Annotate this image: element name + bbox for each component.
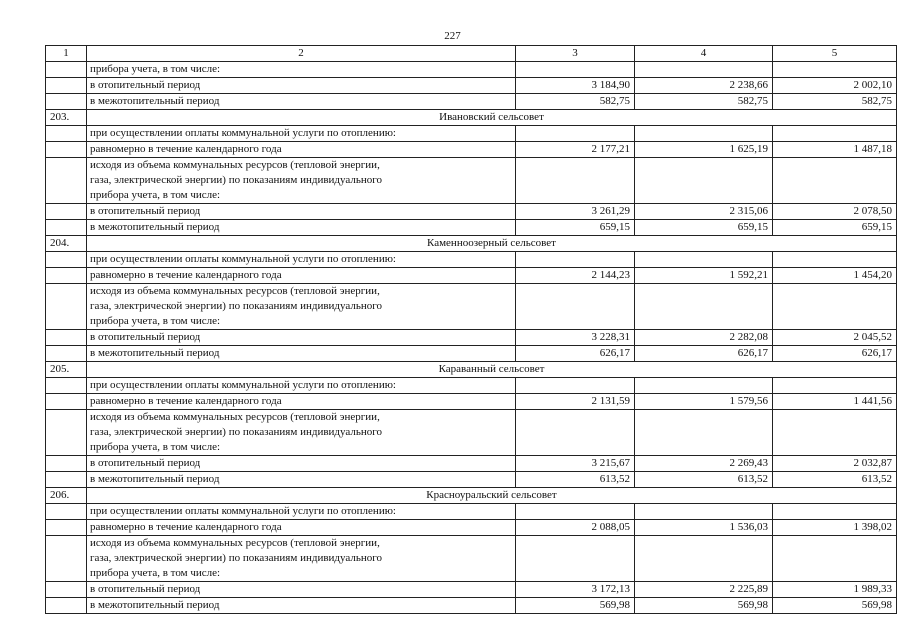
table-row: [46, 94, 897, 110]
value-cell: 582,75: [773, 94, 897, 110]
value-cell: 2 131,59: [516, 394, 635, 410]
value-cell: 569,98: [635, 598, 773, 614]
row-label: в отопительный период: [87, 204, 516, 220]
column-header-4: 4: [635, 46, 773, 62]
value-cell: 2 088,05: [516, 520, 635, 536]
value-cell: 1 487,18: [773, 142, 897, 158]
value-cell: 1 592,21: [635, 268, 773, 284]
value-cell: 582,75: [635, 94, 773, 110]
row-label: при осуществлении оплаты коммунальной услуги по отоплению:: [87, 252, 516, 268]
table-row: [46, 62, 897, 78]
table-row: [46, 520, 897, 536]
section-title: Ивановский сельсовет: [87, 110, 897, 126]
section-index: 205.: [46, 362, 87, 378]
table-row: [46, 268, 897, 284]
value-cell: 2 144,23: [516, 268, 635, 284]
section-index: 206.: [46, 488, 87, 504]
row-label-line: газа, электрической энергии) по показаниям индивидуального: [90, 426, 382, 438]
column-header-1: 1: [46, 46, 87, 62]
value-cell: 613,52: [635, 472, 773, 488]
value-cell: 626,17: [635, 346, 773, 362]
table-row: [46, 158, 897, 204]
row-label-multiline: [87, 410, 516, 456]
section-title: Красноуральский сельсовет: [87, 488, 897, 504]
value-cell: 2 315,06: [635, 204, 773, 220]
row-label: равномерно в течение календарного года: [87, 268, 516, 284]
value-cell: 3 261,29: [516, 204, 635, 220]
value-cell: [773, 62, 897, 78]
value-cell: 659,15: [635, 220, 773, 236]
value-cell: 1 625,19: [635, 142, 773, 158]
section-header-row: [46, 488, 897, 504]
table-row: [46, 456, 897, 472]
table-row: [46, 78, 897, 94]
row-label: в отопительный период: [87, 330, 516, 346]
table-row: [46, 330, 897, 346]
value-cell: 1 454,20: [773, 268, 897, 284]
value-cell: 3 215,67: [516, 456, 635, 472]
header-row: [46, 46, 897, 62]
row-label-multiline: [87, 284, 516, 330]
row-label-line: прибора учета, в том числе:: [90, 315, 221, 327]
row-label-multiline: [87, 158, 516, 204]
table-row: [46, 346, 897, 362]
value-cell: 626,17: [773, 346, 897, 362]
section-header-row: [46, 362, 897, 378]
row-label: в отопительный период: [87, 456, 516, 472]
row-label-line: исходя из объема коммунальных ресурсов (тепловой энергии,: [90, 159, 380, 171]
row-label: в отопительный период: [87, 582, 516, 598]
table-row: [46, 504, 897, 520]
value-cell: [635, 62, 773, 78]
value-cell: 3 228,31: [516, 330, 635, 346]
value-cell: 2 002,10: [773, 78, 897, 94]
page-number: 227: [444, 30, 461, 42]
value-cell: 2 238,66: [635, 78, 773, 94]
row-label: в межотопительный период: [87, 94, 516, 110]
value-cell: [516, 62, 635, 78]
value-cell: 1 989,33: [773, 582, 897, 598]
tariff-table: [45, 45, 897, 614]
row-label-line: исходя из объема коммунальных ресурсов (тепловой энергии,: [90, 285, 380, 297]
table-row: [46, 220, 897, 236]
value-cell: 1 441,56: [773, 394, 897, 410]
section-header-row: [46, 236, 897, 252]
section-title: Караванный сельсовет: [87, 362, 897, 378]
table-row: [46, 378, 897, 394]
value-cell: 2 045,52: [773, 330, 897, 346]
row-label-line: исходя из объема коммунальных ресурсов (тепловой энергии,: [90, 411, 380, 423]
row-label-line: прибора учета, в том числе:: [90, 567, 221, 579]
row-label: в межотопительный период: [87, 598, 516, 614]
row-label-line: прибора учета, в том числе:: [90, 441, 221, 453]
column-header-5: 5: [773, 46, 897, 62]
value-cell: 582,75: [516, 94, 635, 110]
value-cell: 626,17: [516, 346, 635, 362]
row-label: при осуществлении оплаты коммунальной услуги по отоплению:: [87, 504, 516, 520]
table-row: [46, 472, 897, 488]
value-cell: 2 282,08: [635, 330, 773, 346]
value-cell: 3 184,90: [516, 78, 635, 94]
row-label-line: исходя из объема коммунальных ресурсов (тепловой энергии,: [90, 537, 380, 549]
section-index: 203.: [46, 110, 87, 126]
value-cell: 2 177,21: [516, 142, 635, 158]
value-cell: 2 269,43: [635, 456, 773, 472]
column-header-2: 2: [87, 46, 516, 62]
section-header-row: [46, 110, 897, 126]
row-label: равномерно в течение календарного года: [87, 142, 516, 158]
value-cell: 659,15: [773, 220, 897, 236]
value-cell: 1 579,56: [635, 394, 773, 410]
row-label-line: газа, электрической энергии) по показаниям индивидуального: [90, 300, 382, 312]
row-label: равномерно в течение календарного года: [87, 520, 516, 536]
table-row: [46, 582, 897, 598]
row-label: в межотопительный период: [87, 220, 516, 236]
table-row: [46, 410, 897, 456]
value-cell: 2 078,50: [773, 204, 897, 220]
value-cell: 1 398,02: [773, 520, 897, 536]
row-label-line: газа, электрической энергии) по показаниям индивидуального: [90, 174, 382, 186]
value-cell: 659,15: [516, 220, 635, 236]
value-cell: 569,98: [773, 598, 897, 614]
table-row: [46, 142, 897, 158]
section-title: Каменноозерный сельсовет: [87, 236, 897, 252]
row-label: в межотопительный период: [87, 346, 516, 362]
table-row: [46, 204, 897, 220]
row-label: прибора учета, в том числе:: [87, 62, 516, 78]
row-label: при осуществлении оплаты коммунальной услуги по отоплению:: [87, 126, 516, 142]
table-row: [46, 284, 897, 330]
value-cell: 613,52: [773, 472, 897, 488]
row-label-line: газа, электрической энергии) по показаниям индивидуального: [90, 552, 382, 564]
value-cell: 3 172,13: [516, 582, 635, 598]
value-cell: 613,52: [516, 472, 635, 488]
value-cell: 569,98: [516, 598, 635, 614]
row-label: равномерно в течение календарного года: [87, 394, 516, 410]
table-row: [46, 394, 897, 410]
row-label-line: прибора учета, в том числе:: [90, 189, 221, 201]
value-cell: 1 536,03: [635, 520, 773, 536]
table-row: [46, 252, 897, 268]
table-body: [46, 62, 897, 614]
column-header-3: 3: [516, 46, 635, 62]
row-label: в межотопительный период: [87, 472, 516, 488]
value-cell: 2 032,87: [773, 456, 897, 472]
row-label: при осуществлении оплаты коммунальной услуги по отоплению:: [87, 378, 516, 394]
row-label-multiline: [87, 536, 516, 582]
table-row: [46, 536, 897, 582]
value-cell: 2 225,89: [635, 582, 773, 598]
section-index: 204.: [46, 236, 87, 252]
row-label: в отопительный период: [87, 78, 516, 94]
table-row: [46, 126, 897, 142]
table-row: [46, 598, 897, 614]
